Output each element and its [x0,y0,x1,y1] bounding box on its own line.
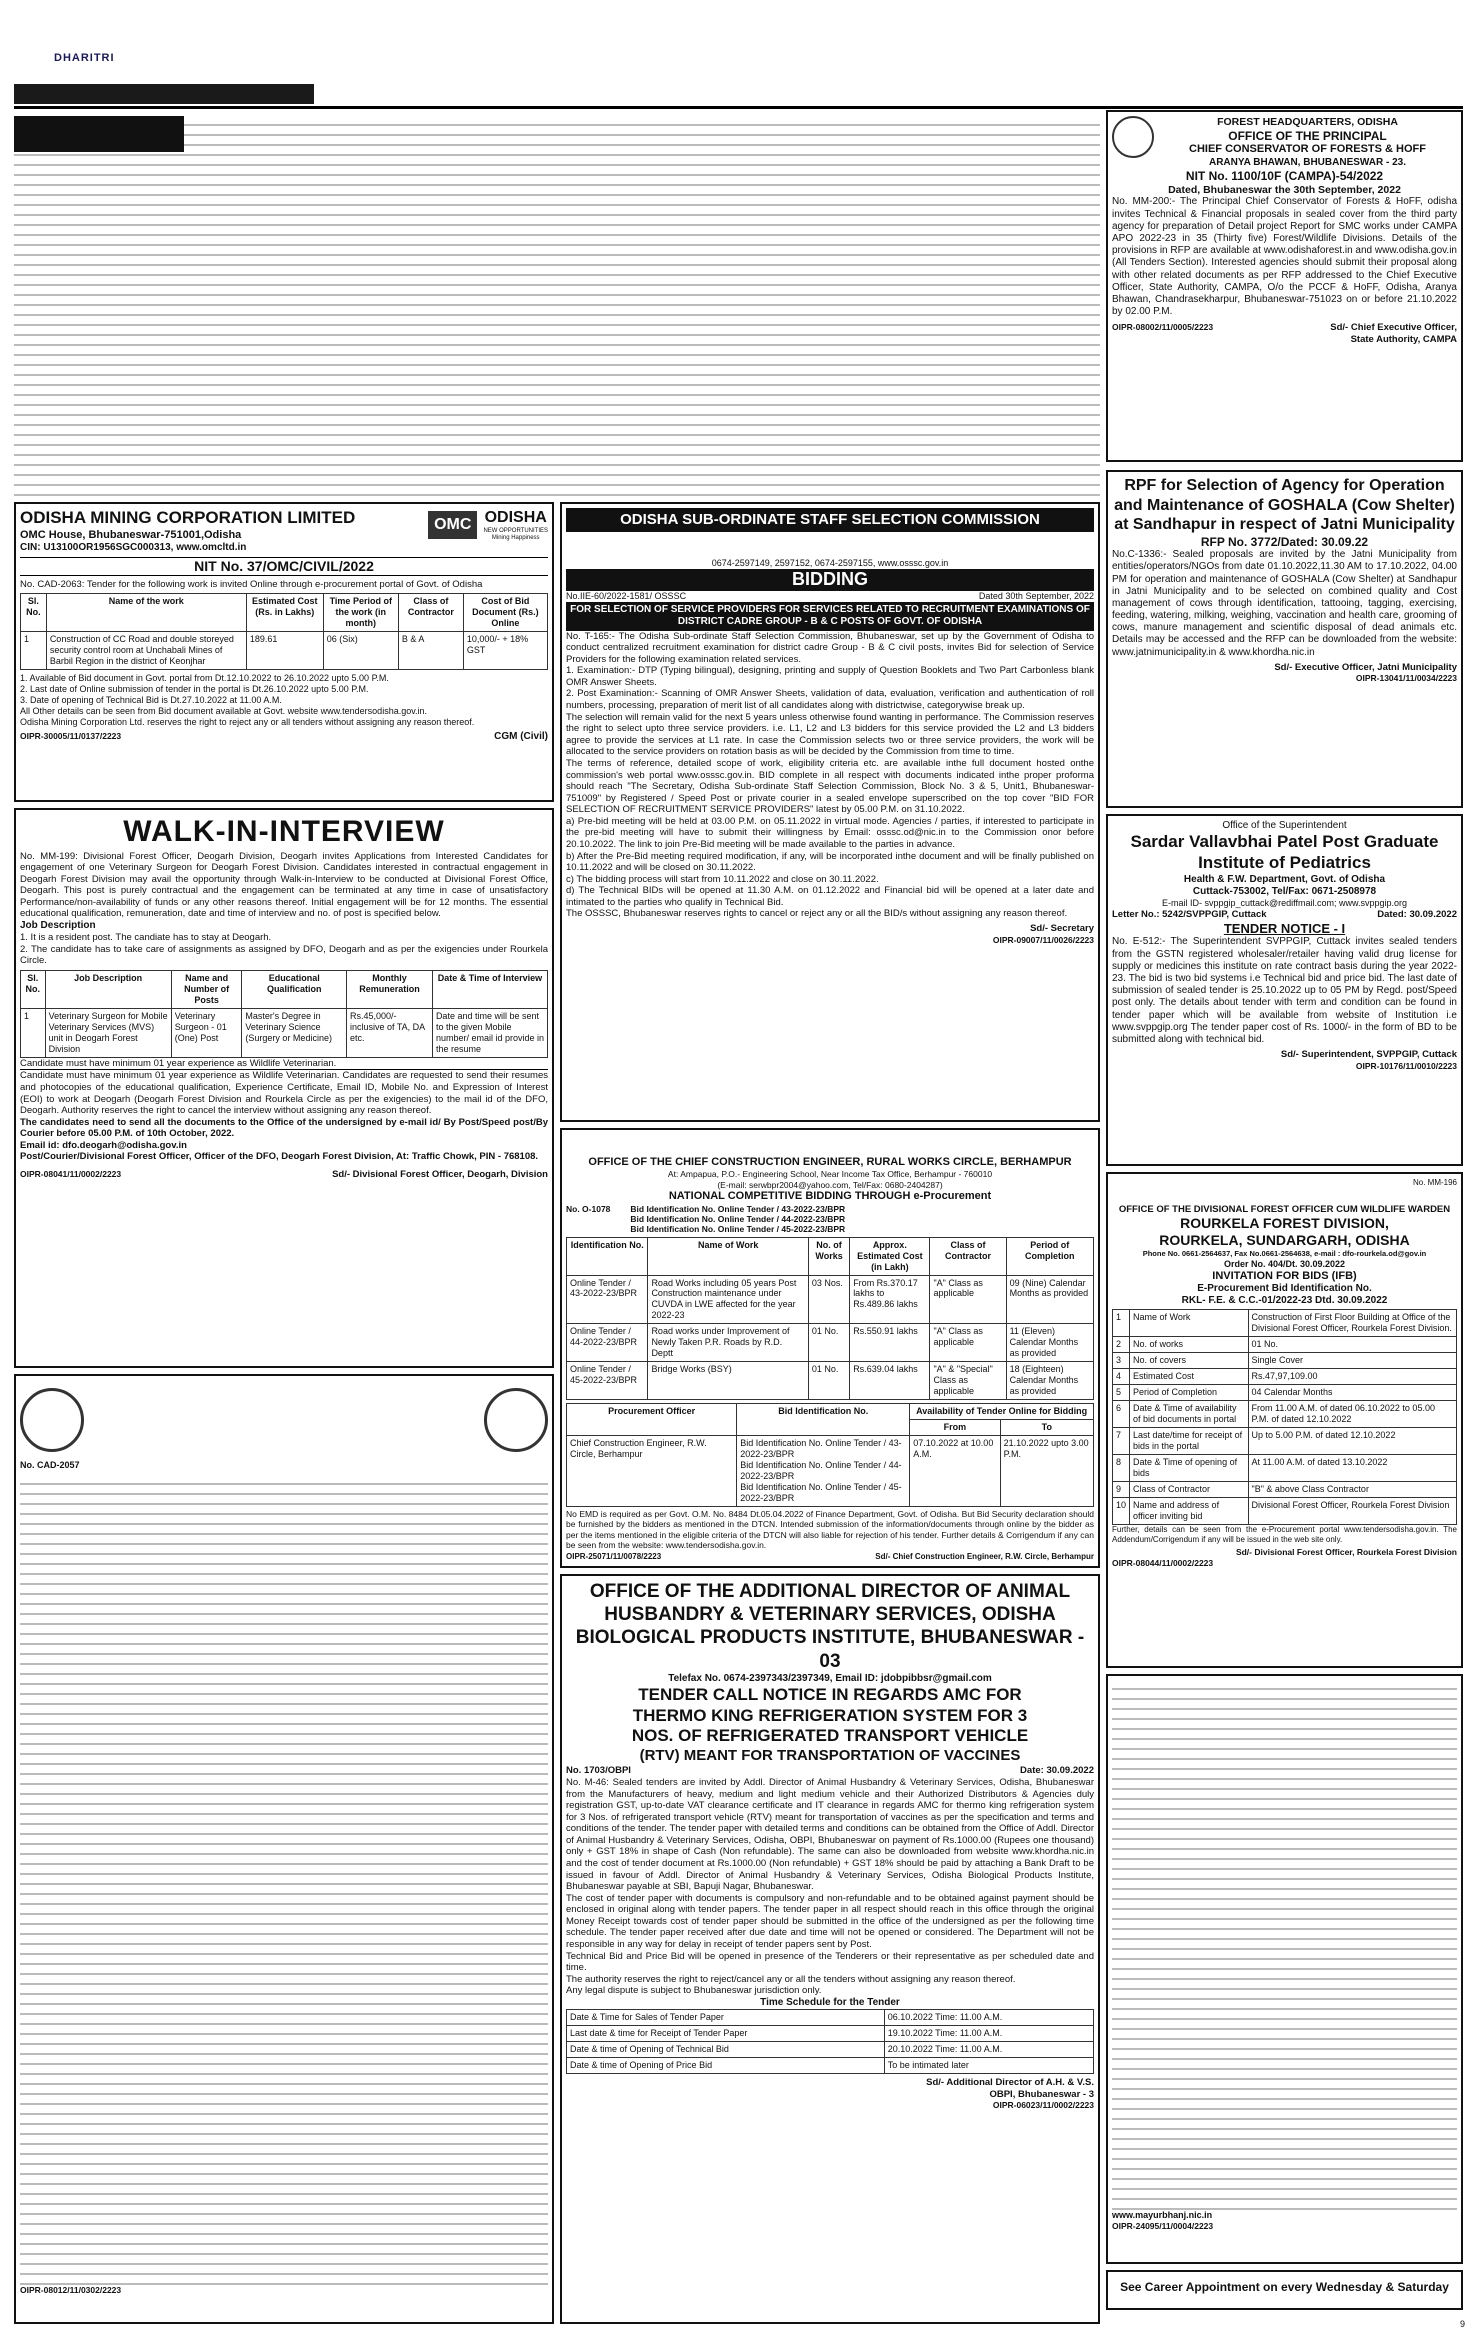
table-cell: 01 No. [808,1324,849,1362]
table-row [1113,1337,1457,1353]
obpi-body-4: The authority reserves the right to reject/cancel any or all the tenders without assigning any reason thereof. [566,1973,1016,1985]
svppgip-address: Cuttack-753002, Tel/Fax: 0671-2508978 [1192,885,1377,897]
rwd-availability-table [566,1403,1094,1507]
rourkela-invitation: INVITATION FOR BIDS (IFB) [1212,1269,1357,1282]
table-row [567,2058,1094,2074]
obpi-body-2: The cost of tender paper with documents is compulsory and non-refundable and to be obtained against payment should be enclosed in original along with tender papers. The tender paper in all respect should reach in this office through the original Money Receipt towards cost of tender paper should be submitted in the office of the undersigned as per the following time schedule. The tender paper received after due date and time will not be opened or considered. The Department will not be responsible in any way for delay in receipt of tender papers sent by Post. [566,1892,1094,1951]
walkin-table [20,970,548,1058]
rwd-bid-id: Bid Identification No. Online Tender / 44-2022-23/BPR [630,1213,846,1224]
table-row [1113,1385,1457,1401]
table-cell: To be intimated later [884,2058,1093,2074]
table-header: Identification No. [567,1237,648,1275]
rwd-no: No. O-1078 [566,1203,611,1214]
osssc-point: c) The bidding process will start from 10.11.2022 and close on 30.11.2022. [566,873,879,885]
walkin-post: Post/Courier/Divisional Forest Officer, Officer of the DFO, Deogarh Forest Division, At: Traffic Chowk, PIN - 768108. [20,1151,539,1163]
table-cell: Rs.639.04 lakhs [850,1362,930,1400]
obpi-heading-1: TENDER CALL NOTICE IN REGARDS AMC FOR [638,1684,1022,1704]
osssc-ref: No.IIE-60/2022-1581/ OSSSC [566,591,687,602]
osssc-bidding-notice [560,502,1100,1122]
rourkela-oipr: OIPR-08044/11/0002/2223 [1112,1557,1214,1568]
table-cell: Online Tender / 45-2022-23/BPR [567,1362,648,1400]
table-header: Period of Completion [1006,1237,1093,1275]
table-header: Monthly Remuneration [346,970,432,1008]
rourkela-title-2: ROURKELA FOREST DIVISION, [1180,1215,1389,1232]
rourkela-further: Further, details can be seen from the e-Procurement portal www.tendersodisha.gov.in. The Addendum/Corrigendum if any will be issued in the web site only. [1112,1524,1457,1544]
goshala-oipr: OIPR-13041/11/0034/2223 [1355,673,1457,684]
walkin-sign: Sd/- Divisional Forest Officer, Deogarh, Division [332,1168,548,1180]
walkin-email: Email id: dfo.deogarh@odisha.gov.in [20,1139,187,1151]
omc-oipr: OIPR-30005/11/0137/2223 [20,730,122,741]
osssc-point: d) The Technical BIDs will be opened at 11.30 A.M. on 01.12.2022 and Financial bid will be opened at a later date and intimated to the parties who qualify in Technical Bid. [566,885,1094,908]
rwd-title: OFFICE OF THE CHIEF CONSTRUCTION ENGINEER, RURAL WORKS CIRCLE, BERHAMPUR [588,1156,1072,1168]
omc-tender-notice [14,502,554,802]
walkin-body-2: Candidate must have minimum 01 year experience as Wildlife Veterinarian. Candidates are requested to send their resumes and photocopies of the educational qualification, Experience Certificate, Email ID, Mobile No. and Expression of Interest (EOI) to work at Deogarh (Deogarh Forest Division and Rourkela Circle as per the exigencies) to the mail id of the DFO, Deogarh. Authority reserves the right to cancel the interview without assigning any reason thereof. [20,1070,548,1117]
obpi-title-2: HUSBANDRY & VETERINARY SERVICES, ODISHA [604,1604,1056,1626]
obpi-body-5: Any legal dispute is subject to Bhubaneswar jurisdiction only. [566,1985,822,1997]
table-cell: Class of Contractor [1130,1482,1248,1498]
rwd-heading: NATIONAL COMPETITIVE BIDDING THROUGH e-Procurement [668,1190,992,1203]
rourkela-order: Order No. 404/Dt. 30.09.2022 [1223,1258,1346,1269]
osssc-intro: No. T-165:- The Odisha Sub-ordinate Staff Selection Commission, Bhubaneswar, set up by the Government of Odisha to conduct centralized recruitment examination for district cadre Group - B & C civil posts, invites Bid for selection of Service Providers for the following examination related services. [566,630,1094,665]
table-cell: 01 No. [1248,1337,1457,1353]
walkin-job-point: 1. It is a resident post. The candiate has to stay at Deogarh. [20,932,272,944]
svppgip-notice: TENDER NOTICE - I [1223,920,1346,936]
rourkela-table [1112,1309,1457,1525]
tahasil-website: www.mayurbhanj.nic.in [1112,2210,1213,2220]
table-header: Approx. Estimated Cost (in Lakh) [850,1237,930,1275]
table-cell: 10 [1113,1497,1130,1524]
newspaper-logo [14,12,204,82]
rwd-table [566,1237,1094,1401]
lead-story-banner [14,116,184,152]
table-cell: Single Cover [1248,1353,1457,1369]
table-row [1113,1401,1457,1428]
table-cell: Date & Time for Sales of Tender Paper [567,2010,885,2026]
campa-title-4: ARANYA BHAWAN, BHUBANESWAR - 23. [1208,156,1407,168]
table-cell: 4 [1113,1369,1130,1385]
table-header: From [910,1420,1000,1436]
board-emblem-icon [20,1388,84,1452]
odisha-tagline: NEW OPPORTUNITIES [483,527,548,534]
walk-in-interview-notice [14,808,554,1368]
issue-date-bar [14,84,314,104]
svppgip-sign: Sd/- Superintendent, SVPPGIP, Cuttack [1280,1049,1457,1061]
table-row [567,2010,1094,2026]
obpi-no: No. 1703/OBPI [566,1765,631,1777]
rwd-email: (E-mail: serwbpr2004@yahoo.com, Tel/Fax: 0680-2404287) [717,1179,943,1190]
obpi-heading-4: (RTV) MEANT FOR TRANSPORTATION OF VACCINES [639,1747,1021,1765]
campa-sign-1: Sd/- Chief Executive Officer, [1330,322,1457,334]
table-row [1113,1428,1457,1455]
table-cell: "A" Class as applicable [930,1324,1006,1362]
table-cell: 19.10.2022 Time: 11.00 A.M. [884,2026,1093,2042]
osssc-title: ODISHA SUB-ORDINATE STAFF SELECTION COMMISSION [566,508,1094,532]
table-row [1113,1310,1457,1337]
table-cell: 11 (Eleven) Calendar Months as provided [1006,1324,1093,1362]
obpi-heading-3: NOS. OF REFRIGERATED TRANSPORT VEHICLE [631,1726,1029,1746]
table-header: Name of Work [648,1237,808,1275]
osssc-p4: The terms of reference, detailed scope of work, eligibility criteria etc. are available inthe full document hosted onthe commission's web portal www.osssc.gov.in. BID complete in all respect with documents indicated inthe proper proforma should reach "The Secretary, Odisha Sub-ordinate Staff Selection Commission, Block No. 3 & 5, Unit1, Bhubaneswar-751009" by Registered / Speed Post or private courier in a sealed envelope superscribed on the top cover "BID FOR SELECTION OF RECRUITMENT SERVICE PROVIDERS" latest by 05.00 P.M. on 31.10.2022. [566,757,1094,816]
table-row [567,1436,1094,1507]
table-header: Sl. No. [21,593,47,631]
svppgip-oipr: OIPR-10176/11/0010/2223 [1355,1060,1457,1071]
svppgip-email: E-mail ID- svppgip_cuttack@rediffmail.com; www.svppgip.org [1161,898,1408,909]
table-row [21,1008,548,1057]
table-header: Name of the work [46,593,246,631]
goshala-title: RPF for Selection of Agency for Operation and Maintenance of GOSHALA (Cow Shelter) at Sandhapur in respect of Jatni Municipality [1114,477,1455,534]
ospcb-oipr: OIPR-08012/11/0302/2223 [20,2284,122,2295]
table-cell: Name and address of officer inviting bid [1130,1497,1248,1524]
print-registration-marks [0,2317,1477,2339]
osssc-p1: 1. Examination:- DTP (Typing bilingual), designing, printing and supply of Question Booklets and Two Part Carbonless blank OMR Answer Sheets. [566,665,1094,688]
table-row [567,2026,1094,2042]
table-cell: 21.10.2022 upto 3.00 P.M. [1000,1436,1093,1507]
obpi-schedule-table [566,2009,1094,2074]
table-cell: 8 [1113,1455,1130,1482]
osssc-heading: FOR SELECTION OF SERVICE PROVIDERS FOR SERVICES RELATED TO RECRUITMENT EXAMINATIONS OF DISTRICT CADRE GROUP - B & C POSTS OF GOVT. OF ODISHA [566,602,1094,630]
rwd-avail-id: Bid Identification No. Online Tender / 44-2022-23/BPR [740,1460,902,1482]
obpi-title-3: BIOLOGICAL PRODUCTS INSTITUTE, BHUBANESWAR - 03 [575,1627,1085,1672]
osssc-point: a) Pre-bid meeting will be held at 03.00 P.M. on 05.11.2022 in virtual mode. Agencies / parties, if interested to participate in the pre-bid meeting will have to submit their willingness by Email: osssc.od@nic.in to the Commission onor before 20.10.2022. The link to join Pre-Bid meeting will be made available to the parties in advance. [566,815,1094,850]
rwd-odia-title [566,1134,1094,1156]
omc-table [20,593,548,670]
table-cell: Online Tender / 43-2022-23/BPR [567,1275,648,1324]
omc-title: ODISHA MINING CORPORATION LIMITED [20,508,356,527]
table-cell: 6 [1113,1401,1130,1428]
walkin-job-point: 2. The candidate has to take care of assignments as assigned by DFO, Deogarh and as per the exigencies under Rourkela Circle. [20,943,548,967]
osssc-p3: The selection will remain valid for the next 5 years unless otherwise found wanting in performance. The Commission reserves the right to select upto three service providers. i.e. L1, L2 and L3 bidders for this service provided the L2 and L3 bidders agree to provide the services at L1 rate. In case the Commission selects two or three service providers, the work will be allocated to the service providers on rotation basis as will be decided by the Commission from time to time. [566,711,1094,758]
rourkela-title: OFFICE OF THE DIVISIONAL FOREST OFFICER CUM WILDLIFE WARDEN [1118,1203,1451,1215]
table-cell: Date & Time of availability of bid documents in portal [1130,1401,1248,1428]
table-header: Educational Qualification [242,970,347,1008]
table-header: Time Period of the work (in month) [323,593,398,631]
table-cell: 9 [1113,1482,1130,1498]
obpi-heading-2: THERMO KING REFRIGERATION SYSTEM FOR 3 [632,1705,1028,1725]
table-cell: Period of Completion [1130,1385,1248,1401]
table-row [567,1275,1094,1324]
table-cell: Road Works including 05 years Post Construction maintenance under CUVDA in LWE affected for the year 2022-23 [648,1275,808,1324]
rourkela-rkl: RKL- F.E. & C.C.-01/2022-23 Dtd. 30.09.2022 [1181,1295,1388,1307]
table-cell: 3 [1113,1353,1130,1369]
logo-latin: DHARITRI [54,52,115,64]
rwd-avail-id: Bid Identification No. Online Tender / 45-2022-23/BPR [740,1482,902,1503]
table-cell: 06 (Six) [323,631,398,669]
osssc-sign: Sd/- Secretary [1030,923,1094,935]
tahasil-notice [1106,1674,1463,2264]
ospcb-cad: No. CAD-2057 [20,1460,80,1470]
obpi-tender-notice [560,1574,1100,2324]
table-header: Availability of Tender Online for Bidding [910,1404,1094,1420]
walkin-body: No. MM-199: Divisional Forest Officer, Deogarh Division, Deogarh invites Applications from Interested Candidates for engagement of one Veterinary Surgeon for Deogarh Forest Division. Candidates interested in contractual engagement in Deogarh Forest Division may avail the opportunity through Walk-in-Interview to be conducted at Divisional Forest Office, Deogarh. This post is purely contractual and the engagement can be terminated at any time in case of unsatisfactory Performance/non-availability of funds or any other reasons thereof. Initial engagement will be for 12 months. The essential educational qualification, remuneration, date and time of interview and no. of post is specified below. [20,850,548,920]
table-cell [737,1436,910,1507]
omc-note: 1. Available of Bid document in Govt. portal from Dt.12.10.2022 to 26.10.2022 upto 5.00 P.M. [20,672,389,683]
table-header: No. of Works [808,1237,849,1275]
table-cell: Veterinary Surgeon for Mobile Veterinary Services (MVS) unit in Deogarh Forest Division [45,1008,171,1057]
table-cell: Online Tender / 44-2022-23/BPR [567,1324,648,1362]
tahasil-oipr: OIPR-24095/11/0004/2223 [1112,2220,1214,2231]
obpi-body-3: Technical Bid and Price Bid will be opened in presence of the Tenderers or their representative as per scheduled date and time. [566,1950,1094,1974]
table-cell: Rs.45,000/- inclusive of TA, DA etc. [346,1008,432,1057]
table-cell: Last date & time for Receipt of Tender Paper [567,2026,885,2042]
osssc-oipr: OIPR-09007/11/0026/2223 [992,934,1094,945]
table-header: To [1000,1420,1093,1436]
obpi-oipr: OIPR-06023/11/0002/2223 [992,2100,1094,2111]
walkin-job-label: Job Description [20,920,96,932]
table-cell: Bridge Works (BSY) [648,1362,808,1400]
table-row [567,1324,1094,1362]
rourkela-sign: Sd/- Divisional Forest Officer, Rourkela Forest Division [1235,1547,1457,1558]
table-header: Procurement Officer [567,1404,737,1436]
osssc-bidding: BIDDING [566,569,1094,591]
table-header: Sl. No. [21,970,46,1008]
obpi-body: No. M-46: Sealed tenders are invited by Addl. Director of Animal Husbandry & Veterinary Services, Odisha, Bhubaneswar from the Manufacturers of heavy, medium and light medium vehicle and their Authorized Distributors & Agencies duly registration GST, up-to-date VAT clearance certificate and IT clearance in regards AMC for thermo king refrigeration system for 3 Nos. of refrigerated transport vehicle (RTV) meant for transportation of vaccines as per the specification and terms and conditions of the tender. The tender paper with detailed terms and conditions can be obtained from the Office of Addl. Director of Animal Husbandry & Veterinary Services, Odisha, OBPI, Bhubaneswar on payment of Rs.1000.00 (Rupees one thousand) only + GST 18% in shape of Cash (Non refundable). The same can also be downloaded from website www.khordha.nic.in and the cost of tender document at Rs.1000.00 (Non refundable) + GST 18% should be paid by attaching a Bank Draft to be issued in favour of Addl. Director of Animal Husbandry & Veterinary Services, Odisha Biological Products Institute, Bhubaneswar payable at SBI, Bapuji Nagar, Bhubaneswar. [566,1776,1094,1893]
table-cell: B & A [398,631,463,669]
masthead-rule [14,106,1463,109]
svppgip-dept: Health & F.W. Department, Govt. of Odisha [1183,873,1386,885]
table-header: Job Description [45,970,171,1008]
omc-note: Odisha Mining Corporation Ltd. reserves the right to reject any or all tenders without assigning any reason thereof. [20,716,475,727]
table-cell: 7 [1113,1428,1130,1455]
table-header: Date & Time of Interview [432,970,547,1008]
table-header: Bid Identification No. [737,1404,910,1436]
osssc-p2: 2. Post Examination:- Scanning of OMR Answer Sheets, validation of data, evaluation, verification and authentication of roll numbers, processing, preparation of merit list of all candidates along with districtwise, categorywise break up. [566,688,1094,712]
omc-intro: No. CAD-2063: Tender for the following work is invited Online through e-procurement portal of Govt. of Odisha [20,579,483,591]
rwd-avail-id: Bid Identification No. Online Tender / 43-2022-23/BPR [740,1438,902,1460]
table-header: Class of Contractor [398,593,463,631]
svppgip-tender-notice [1106,814,1463,1166]
rwd-oipr: OIPR-25071/11/0078/2223 [566,1552,662,1562]
walkin-body-3: The candidates need to send all the documents to the Office of the undersigned by e-mail id/ By Post/Speed post/By Courier before 05.00 P.M. of 10th October, 2022. [20,1116,548,1140]
obpi-contact: Telefax No. 0674-2397343/2397349, Email ID: jdobpibbsr@gmail.com [668,1672,992,1684]
table-cell: Date & time of Opening of Price Bid [567,2058,885,2074]
table-cell: 09 (Nine) Calendar Months as provided [1006,1275,1093,1324]
osssc-point: b) After the Pre-Bid meeting required modification, if any, will be incorporated inthe document and will be finally published on 10.11.2022 and will be closed on 30.11.2022. [566,850,1094,874]
osssc-contact: 0674-2597149, 2597152, 0674-2597155, www.osssc.gov.in [711,558,949,569]
table-row [567,2042,1094,2058]
table-cell: 1 [21,631,47,669]
campa-body: No. MM-200:- The Principal Chief Conservator of Forests & HoFF, odisha invites Technical & Financial proposals in sealed cover from the third party agency for preparation of Detail project Report for SMC works under CAMPA APO 2022-23 in 35 (Thirty five) Forest/Wildlife Divisions. Details of the provisions in RFP are available at www.odishaforest.in and www.odisha.gov.in (All Tenders Section). Interested agencies should submit their proposal along with other related documents as per RFP addressed to the Chief Executive Officer, State Authority, CAMPA, O/o the PCCF & HoFF, Odisha, Aranya Bhawan, Chandrasekharpur, Bhubaneswar-751023 on or before 21.10.2022 by 02.00 P.M. [1112,196,1457,318]
omc-cin: CIN: U13100OR1956SGC000313, www.omcltd.in [20,542,247,554]
table-cell: 189.61 [246,631,323,669]
table-cell: "A" & "Special" Class as applicable [930,1362,1006,1400]
page-number: 9 [1459,2319,1465,2329]
rourkela-title-3: ROURKELA, SUNDARGARH, ODISHA [1159,1232,1410,1249]
osssc-closing: The OSSSC, Bhubaneswar reserves rights to cancel or reject any or all the BID/s without assigning any reason thereof. [566,908,1068,920]
obpi-sign-1: Sd/- Additional Director of A.H. & V.S. [926,2077,1094,2088]
omc-logo: OMC [428,511,477,539]
table-cell: Road works under Improvement of Newly Taken P.R. Roads by R.D. Deptt [648,1324,808,1362]
table-cell: 07.10.2022 at 10.00 A.M. [910,1436,1000,1507]
table-cell: Construction of CC Road and double storeyed security control room at Unchabali Mines of Barbil Region in the district of Keonjhar [46,631,246,669]
campa-nit: NIT No. 1100/10F (CAMPA)-54/2022 [1185,169,1384,184]
walkin-experience: Candidate must have minimum 01 year experience as Wildlife Veterinarian. [20,1058,548,1071]
table-cell: Rs.550.91 lakhs [850,1324,930,1362]
table-row [1113,1353,1457,1369]
svppgip-date: Dated: 30.09.2022 [1377,909,1457,920]
obpi-schedule-title: Time Schedule for the Tender [760,1996,900,2008]
table-cell: Date & Time of opening of bids [1130,1455,1248,1482]
osssc-date: Dated 30th September, 2022 [978,591,1094,602]
table-cell: 1 [1113,1310,1130,1337]
table-cell: No. of works [1130,1337,1248,1353]
table-row [1113,1369,1457,1385]
table-cell: Chief Construction Engineer, R.W. Circle, Berhampur [567,1436,737,1507]
table-header: Name and Number of Posts [171,970,242,1008]
goshala-body: No.C-1336:- Sealed proposals are invited by the Jatni Municipality from entities/operators/NGOs from date 01.10.2022,11.30 AM to 17.10.2022, 04.00 PM for operation and maintenance of GOSHALA (Cow Shelter) at Sandhapur in Jatni Municipality and to be selected on combined quality and Cost management of cows through identification, tattooing, tagging, exercising, feeding, watering, milking, weighing, vaccination and health care, grooming of cows, manure management and scientific disposal of dead animals etc. Details may be accessed and the RFP can be downloaded from the website: www.jatnimunicipality.in & www.khordha.nic.in [1112,549,1457,658]
state-emblem-icon [1112,116,1154,158]
table-cell: No. of covers [1130,1353,1248,1369]
table-row [1113,1455,1457,1482]
campa-sign-2: State Authority, CAMPA [1350,333,1457,345]
cyan-mark [100,2322,112,2334]
table-header: Class of Contractor [930,1237,1006,1275]
table-row [567,1362,1094,1400]
omc-sign: CGM (Civil) [494,730,548,742]
svppgip-letter: Letter No.: 5242/SVPPGIP, Cuttack [1112,909,1267,920]
table-cell: 06.10.2022 Time: 11.00 A.M. [884,2010,1093,2026]
table-cell: Rs.47,97,109.00 [1248,1369,1457,1385]
omc-note: 3. Date of opening of Technical Bid is Dt.27.10.2022 at 11.00 A.M. [20,694,282,705]
goshala-sign: Sd/- Executive Officer, Jatni Municipality [1274,661,1457,673]
omc-note: 2. Last date of Online submission of tender in the portal is Dt.26.10.2022 upto 5.00 P.M. [20,683,369,694]
table-cell: From 11.00 A.M. of dated 06.10.2022 to 05.00 P.M. of dated 12.10.2022 [1248,1401,1457,1428]
pollution-board-notice [14,1374,554,2324]
table-header: Cost of Bid Document (Rs.) Online [463,593,547,631]
svppgip-body: No. E-512:- The Superintendent SVPPGIP, Cuttack invites sealed tenders from the GSTN registered wholesaler/retailer having valid drug license for supply or medicines this institute on rate contract basis during the year 2022-23. The bid is two bid systems i.e Technical bid and price bid. The last date of submission of sealed tender is 25.10.2022 up to 05 PM by Regd. post/Speed post only. The details about tender with term and condition can be found in tender paper which will be available from website of Institution i.e www.svppgip.org The tender paper cost of Rs. 1000/- in the form of BD to be submitted along with technical bid. [1112,936,1457,1045]
campa-oipr: OIPR-08002/11/0005/2223 [1112,322,1214,333]
table-cell: Veterinary Surgeon - 01 (One) Post [171,1008,242,1057]
table-cell: Date & time of Opening of Technical Bid [567,2042,885,2058]
rourkela-mm: No. MM-196 [1412,1178,1457,1187]
svppgip-title: Sardar Vallavbhai Patel Post Graduate Institute of Pediatrics [1130,832,1439,872]
obpi-date: Date: 30.09.2022 [1020,1765,1094,1777]
table-cell: Construction of First Floor Building at Office of the Divisional Forest Officer, Rourkela Forest Division. [1248,1310,1457,1337]
omc-note: All Other details can be seen from Bid document available at Govt. website www.tendersodisha.gov.in. [20,705,428,716]
omc-nit: NIT No. 37/OMC/CIVIL/2022 [20,557,548,576]
state-emblem-icon [484,1388,548,1452]
rourkela-odia-title [1112,1188,1457,1204]
table-cell: From Rs.370.17 lakhs to Rs.489.86 lakhs [850,1275,930,1324]
lead-story [14,116,1100,496]
ospcb-body [20,1475,548,2285]
table-cell: 1 [21,1008,46,1057]
table-cell: 18 (Eighteen) Calendar Months as provided [1006,1362,1093,1400]
table-cell: Name of Work [1130,1310,1248,1337]
odisha-logo: ODISHA [484,509,547,526]
rwd-notes: No EMD is required as per Govt. O.M. No. 8484 Dt.05.04.2022 of Finance Department, Govt. of Odisha. But Bid Security declaration should be furnished by the bidders as mentioned in the DTCN. Intended submission of the information/documents through online by the bidder as per the items mentioned in the eligible criteria of the DTCN will also liable for rejection of his tender. Further details & Corrigendum if any can be seen from the website: www.tendersodisha.gov.in. [566,1508,1094,1551]
table-cell: Last date/time for receipt of bids in the portal [1130,1428,1248,1455]
goshala-rfp: RFP No. 3772/Dated: 30.09.22 [1200,534,1369,549]
table-row [1113,1482,1457,1498]
table-cell: Estimated Cost [1130,1369,1248,1385]
table-cell: 04 Calendar Months [1248,1385,1457,1401]
table-cell: 20.10.2022 Time: 11.00 A.M. [884,2042,1093,2058]
goshala-rfp-notice [1106,470,1463,808]
svppgip-office: Office of the Superintendent [1222,820,1347,831]
osssc-odia-title [566,532,1094,558]
section-header [1197,14,1457,94]
table-cell: Date and time will be sent to the given Mobile number/ email id provide in the resume [432,1008,547,1057]
rwd-sign: Sd/- Chief Construction Engineer, R.W. Circle, Berhampur [875,1552,1094,1562]
rourkela-forest-notice [1106,1172,1463,1668]
table-cell: 01 No. [808,1362,849,1400]
tahasil-body [1112,1680,1457,2210]
odisha-tagline-2: Mining Happiness [491,534,540,541]
rwd-bid-id: Bid Identification No. Online Tender / 43-2022-23/BPR [630,1203,846,1214]
table-cell: 2 [1113,1337,1130,1353]
campa-date: Dated, Bhubaneswar the 30th September, 2022 [1168,183,1401,196]
obpi-title-1: OFFICE OF THE ADDITIONAL DIRECTOR OF ANIMAL [589,1581,1071,1602]
table-cell: 5 [1113,1385,1130,1401]
rourkela-ebid: E-Procurement Bid Identification No. [1197,1283,1372,1294]
omc-address: OMC House, Bhubaneswar-751001,Odisha [20,528,242,541]
rwd-address: At: Ampapua, P.O.- Engineering School, Near Income Tax Office, Berhampur - 760010 [667,1169,993,1180]
table-cell: Up to 5.00 P.M. of dated 12.10.2022 [1248,1428,1457,1455]
rourkela-phone: Phone No. 0661-2564637, Fax No.0661-2564638, e-mail : dfo-rourkela.od@gov.in [1142,1249,1427,1259]
table-cell: Divisional Forest Officer, Rourkela Forest Division [1248,1497,1457,1524]
campa-title-3: CHIEF CONSERVATOR OF FORESTS & HOFF [1189,143,1426,156]
campa-title-1: FOREST HEADQUARTERS, ODISHA [1217,116,1398,128]
table-cell: At 11.00 A.M. of dated 13.10.2022 [1248,1455,1457,1482]
table-header: Estimated Cost (Rs. in Lakhs) [246,593,323,631]
table-cell: 10,000/- + 18% GST [463,631,547,669]
table-row [1113,1497,1457,1524]
obpi-sign-2: OBPI, Bhubaneswar - 3 [989,2088,1094,2100]
table-cell: Master's Degree in Veterinary Science (Surgery or Medicine) [242,1008,347,1057]
table-cell: 03 Nos. [808,1275,849,1324]
campa-title-2: OFFICE OF THE PRINCIPAL [1228,128,1387,143]
table-cell: "B" & above Class Contractor [1248,1482,1457,1498]
rwd-bid-id: Bid Identification No. Online Tender / 45-2022-23/BPR [630,1224,846,1235]
campa-notice [1106,110,1463,462]
walkin-title: WALK-IN-INTERVIEW [123,815,445,848]
career-banner: See Career Appointment on every Wednesday & Saturday [1106,2270,1463,2310]
table-cell: "A" Class as applicable [930,1275,1006,1324]
rural-works-tender-notice [560,1128,1100,1568]
walkin-oipr: OIPR-08041/11/0002/2223 [20,1168,122,1179]
table-row [21,631,548,669]
